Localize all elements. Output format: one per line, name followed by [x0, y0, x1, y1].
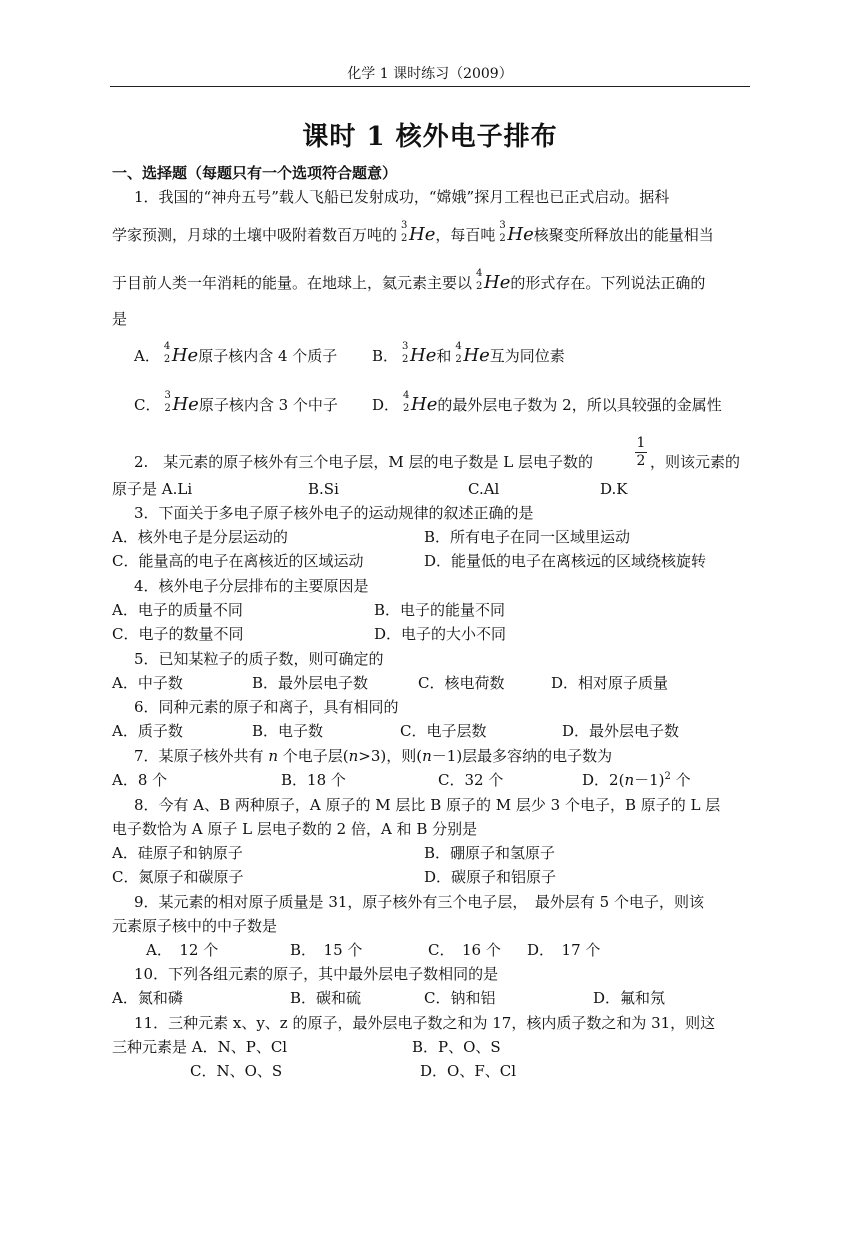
stem-text: 7．某原子核外共有 — [134, 747, 269, 765]
atomic-number: 2 — [455, 354, 462, 365]
mass-number: 4 — [455, 341, 462, 352]
q3-option-d: D．能量低的电子在离核远的区域绕核旋转 — [424, 552, 707, 570]
isotope-he3 — [495, 220, 507, 246]
q7-option-d — [582, 769, 691, 791]
q7-option-b: B．18 个 — [281, 771, 346, 789]
header-rule — [110, 86, 750, 87]
element-symbol: He — [463, 345, 490, 366]
stem-text: >3)，则( — [358, 747, 423, 765]
q1-text-c: 核聚变所释放出的能量相当 — [533, 226, 714, 244]
q8-line-2: 电子数恰为 A 原子 L 层电子数的 2 倍，A 和 B 分别是 — [112, 820, 478, 838]
element-symbol: He — [410, 345, 437, 366]
q9-option-c: C． 16 个 — [428, 941, 501, 959]
q11-option-d: D．O、F、Cl — [420, 1062, 517, 1080]
q8-option-a: A．硅原子和钠原子 — [112, 844, 243, 862]
option-text: 互为同位素 — [489, 347, 565, 365]
q4-option-c: C．电子的数量不同 — [112, 625, 244, 643]
option-text: 原子核内含 4 个质子 — [198, 347, 338, 365]
option-text: 的最外层电子数为 2，所以具较强的金属性 — [437, 396, 722, 414]
stem-text: －1)层最多容纳的电子数为 — [431, 747, 613, 765]
option-letter: B． — [372, 347, 399, 365]
q9-line-1: 9．某元素的相对原子质量是 31，原子核外有三个电子层， 最外层有 5 个电子，则该 — [134, 893, 704, 911]
q1-text-e: 的形式存在。下列说法正确的 — [510, 274, 706, 292]
q8-option-b: B．硼原子和氢原子 — [424, 844, 556, 862]
q4-stem: 4．核外电子分层排布的主要原因是 — [134, 577, 369, 595]
isotope-he4 — [472, 268, 484, 294]
section-heading: 一、选择题（每题只有一个选项符合题意） — [112, 164, 398, 182]
q7-option-c: C．32 个 — [438, 771, 504, 789]
q1-line-1: 1．我国的“神舟五号”载人飞船已发射成功，“嫦娥”探月工程也已正式启动。据科 — [134, 188, 670, 206]
q7-stem — [134, 745, 612, 767]
mass-number: 3 — [402, 341, 409, 352]
q6-option-c: C．电子层数 — [400, 722, 487, 740]
q11-option-b: B．P、O、S — [412, 1038, 501, 1056]
atomic-number: 2 — [163, 354, 171, 365]
superscript: 2 — [664, 771, 671, 782]
q1-option-a — [134, 341, 338, 367]
q1-option-b — [372, 341, 565, 367]
q5-stem: 5．已知某粒子的质子数，则可确定的 — [134, 650, 384, 668]
option-text: 和 — [436, 347, 452, 365]
mass-number: 3 — [164, 390, 171, 401]
variable-n: n — [348, 747, 359, 765]
q2-option-d: D.K — [600, 480, 628, 498]
atomic-number: 2 — [401, 233, 408, 244]
atomic-number: 2 — [499, 233, 506, 244]
q1-text-b: ，每百吨 — [435, 226, 496, 244]
fraction-denominator: 2 — [636, 453, 646, 469]
q10-option-c: C．钠和铝 — [424, 989, 496, 1007]
q1-line-2 — [112, 220, 714, 246]
q11-line-1: 11．三种元素 x、y、z 的原子，最外层电子数之和为 17，核内质子数之和为 31，则这 — [134, 1014, 716, 1032]
q8-option-c: C．氮原子和碳原子 — [112, 868, 244, 886]
option-text: 原子核内含 3 个中子 — [198, 396, 338, 414]
option-text: 个 — [670, 771, 691, 789]
element-symbol: He — [172, 394, 199, 415]
q1-option-c — [134, 390, 338, 416]
isotope-he3 — [397, 220, 409, 246]
isotope-he3 — [160, 390, 172, 416]
mass-number: 4 — [163, 341, 171, 352]
q6-option-d: D．最外层电子数 — [562, 722, 680, 740]
q6-option-b: B．电子数 — [252, 722, 324, 740]
q10-option-a: A．氮和磷 — [112, 989, 183, 1007]
isotope-he4 — [160, 341, 172, 367]
q11-option-c: C．N、O、S — [190, 1062, 283, 1080]
option-letter: A． — [134, 347, 160, 365]
q5-option-a: A．中子数 — [112, 674, 183, 692]
page-header: 化学 1 课时练习（2009） — [347, 66, 513, 82]
variable-n: n — [624, 771, 635, 789]
element-symbol: He — [507, 224, 534, 245]
option-letter: D． — [372, 396, 400, 414]
mass-number: 4 — [403, 390, 410, 401]
q1-line-3 — [112, 268, 706, 294]
q5-option-d: D．相对原子质量 — [551, 674, 669, 692]
q5-option-c: C．核电荷数 — [418, 674, 505, 692]
q9-option-b: B． 15 个 — [290, 941, 363, 959]
q3-option-b: B．所有电子在同一区域里运动 — [424, 528, 631, 546]
element-symbol: He — [171, 345, 199, 366]
q7-option-a: A．8 个 — [112, 771, 168, 789]
option-letter: C． — [134, 396, 161, 414]
q8-option-d: D．碳原子和铝原子 — [424, 868, 557, 886]
mass-number: 3 — [499, 220, 506, 231]
q3-stem: 3．下面关于多电子原子核外电子的运动规律的叙述正确的是 — [134, 504, 534, 522]
option-text: －1) — [634, 771, 665, 789]
q9-option-d: D． 17 个 — [527, 941, 601, 959]
q9-option-a: A． 12 个 — [146, 941, 219, 959]
q2-line-1: 2. 某元素的原子核外有三个电子层，M 层的电子数是 L 层电子数的 — [134, 453, 593, 471]
fraction-numerator: 1 — [636, 435, 646, 451]
q10-option-b: B．碳和硫 — [290, 989, 362, 1007]
q4-option-a: A．电子的质量不同 — [112, 601, 243, 619]
q5-option-b: B．最外层电子数 — [252, 674, 369, 692]
isotope-he3 — [398, 341, 410, 367]
atomic-number: 2 — [476, 281, 483, 292]
q9-line-2: 元素原子核中的中子数是 — [112, 917, 278, 935]
q2-option-a: 原子是 A.Li — [112, 480, 193, 498]
q6-option-a: A．质子数 — [112, 722, 183, 740]
variable-n: n — [422, 747, 432, 765]
q3-option-a: A．核外电子是分层运动的 — [112, 528, 288, 546]
q4-option-b: B．电子的能量不同 — [374, 601, 506, 619]
element-symbol: He — [409, 224, 436, 245]
atomic-number: 2 — [164, 403, 171, 414]
element-symbol: He — [411, 394, 438, 415]
element-symbol: He — [484, 272, 511, 293]
q1-text-a: 学家预测，月球的土壤中吸附着数百万吨的 — [112, 226, 398, 244]
q2-option-b: B.Si — [308, 480, 339, 498]
q1-option-d — [372, 390, 722, 416]
q1-text-d: 于目前人类一年消耗的能量。在地球上，氦元素主要以 — [112, 274, 473, 292]
stem-text: 个电子层( — [277, 747, 349, 765]
q11-option-a: 三种元素是 A．N、P、Cl — [112, 1038, 288, 1056]
option-text: D．2( — [582, 771, 625, 789]
variable-n: n — [268, 747, 278, 765]
q2-option-c: C.Al — [468, 480, 500, 498]
q2-line-1-end: ，则该元素的 — [650, 453, 741, 471]
q1-line-4: 是 — [112, 310, 128, 328]
atomic-number: 2 — [403, 403, 410, 414]
q10-option-d: D．氟和氖 — [593, 989, 666, 1007]
mass-number: 3 — [401, 220, 408, 231]
q6-stem: 6．同种元素的原子和离子，具有相同的 — [134, 698, 399, 716]
atomic-number: 2 — [402, 354, 409, 365]
mass-number: 4 — [476, 268, 483, 279]
q10-stem: 10．下列各组元素的原子，其中最外层电子数相同的是 — [134, 965, 499, 983]
q3-option-c: C．能量高的电子在离核近的区域运动 — [112, 552, 364, 570]
isotope-he4 — [399, 390, 411, 416]
q4-option-d: D．电子的大小不同 — [374, 625, 507, 643]
q8-line-1: 8．今有 A、B 两种原子，A 原子的 M 层比 B 原子的 M 层少 3 个电子，B 原子的 L 层 — [134, 796, 721, 814]
isotope-he4 — [451, 341, 463, 367]
page-title: 课时 1 核外电子排布 — [302, 122, 558, 152]
